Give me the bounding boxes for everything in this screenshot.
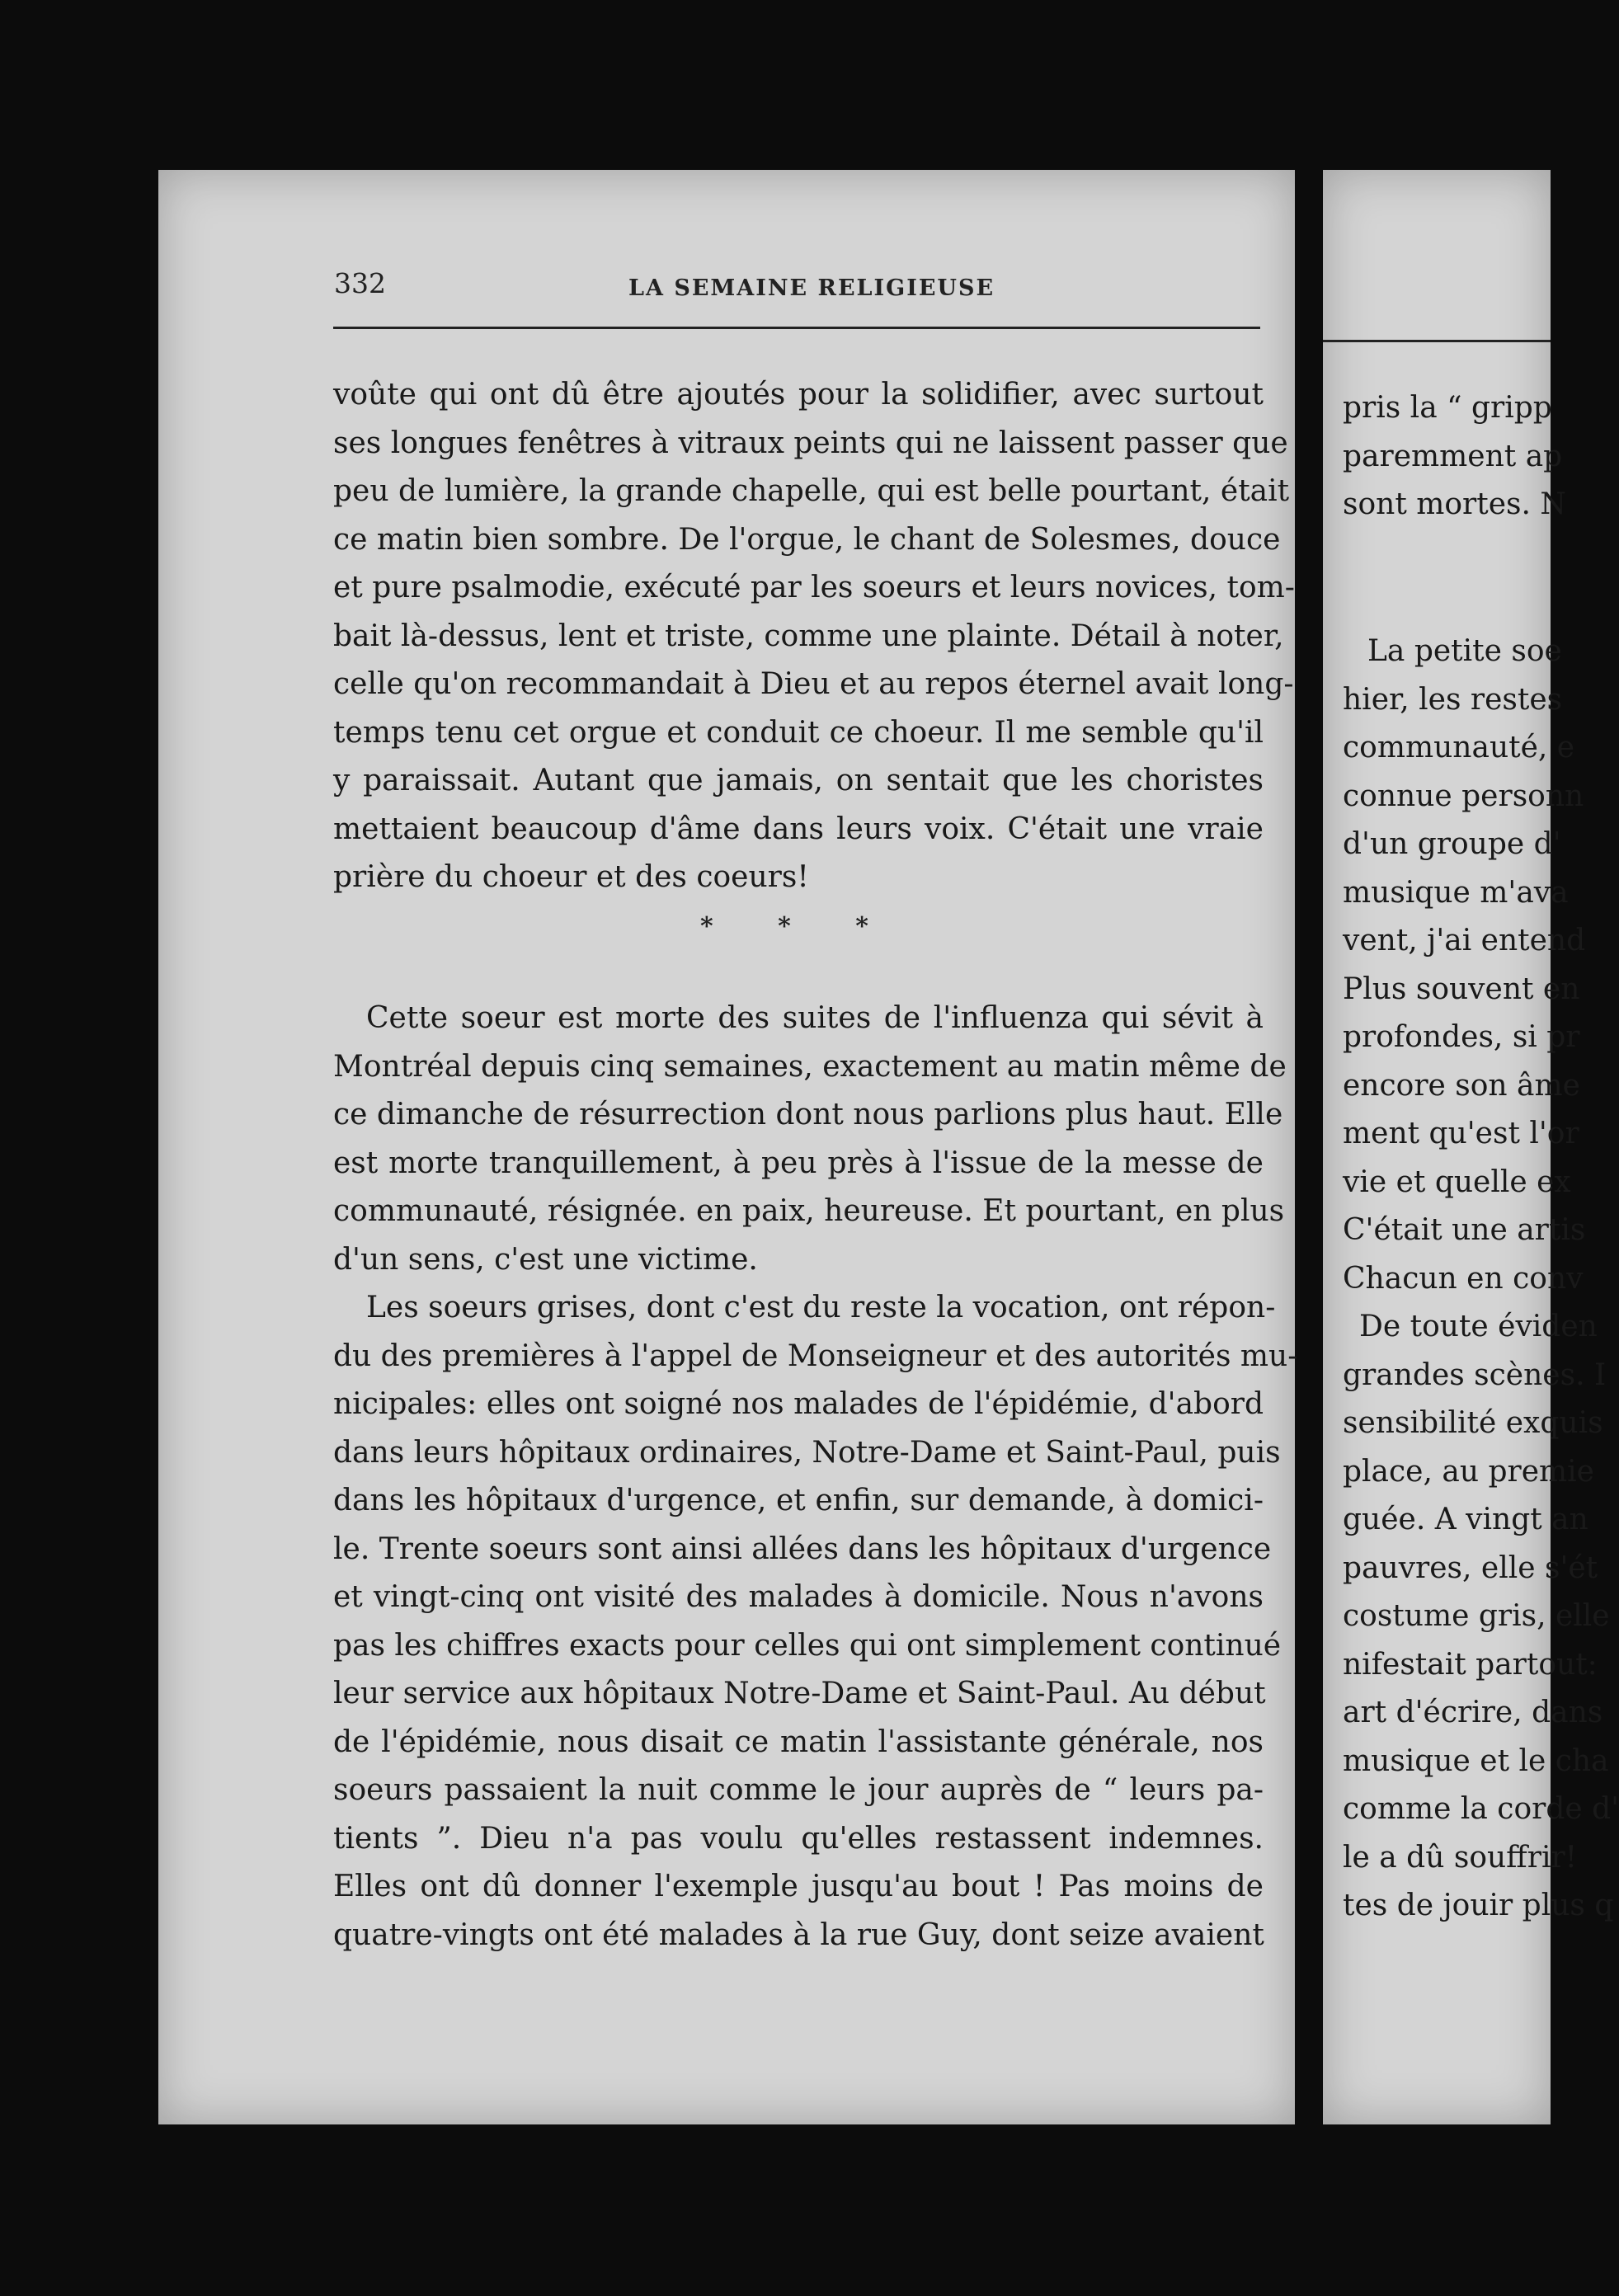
text-line: musique et le cha xyxy=(1343,1743,1609,1778)
text-line: tes de jouir plus q xyxy=(1343,1889,1614,1922)
text-line: le. Trente soeurs sont ainsi allées dans les hôpitaux d'urgence xyxy=(333,1531,1272,1566)
right-paragraph-main xyxy=(1343,628,1619,1931)
text-line: nifestait partout: xyxy=(1343,1647,1598,1682)
paragraph-3 xyxy=(333,1284,1298,1960)
left-page xyxy=(158,170,1298,2124)
text-line: nicipales: elles ont soigné nos malades de l'épidémie, d'abord xyxy=(333,1387,1264,1421)
text-line: le a dû souffrir! xyxy=(1343,1840,1578,1875)
text-line: musique m'ava xyxy=(1343,875,1569,910)
text-line: quatre-vingts ont été malades à la rue Guy, dont seize avaient xyxy=(333,1917,1264,1952)
text-line: est morte tranquillement, à peu près à l'issue de la messe de xyxy=(333,1146,1264,1180)
text-line: vent, j'ai entend xyxy=(1343,924,1586,957)
text-line: sensibilité exquis xyxy=(1343,1406,1603,1440)
text-line: et pure psalmodie, exécuté par les soeurs et leurs novices, tom- xyxy=(333,571,1295,605)
text-line: bait là-dessus, lent et triste, comme une plainte. Détail à noter, xyxy=(333,619,1284,653)
text-line: tients ”. Dieu n'a pas voulu qu'elles restassent indemnes. xyxy=(333,1821,1264,1856)
text-line: Les soeurs grises, dont c'est du reste la vocation, ont répon- xyxy=(366,1291,1276,1324)
text-line: du des premières à l'appel de Monseigneur et des autorités mu- xyxy=(333,1339,1298,1373)
text-line: La petite soe xyxy=(1367,634,1562,668)
text-line: communauté, e xyxy=(1343,731,1575,765)
text-line: Cette soeur est morte des suites de l'influenza qui sévit à xyxy=(366,1001,1264,1035)
text-line: hier, les restes xyxy=(1343,682,1563,717)
running-head: LA SEMAINE RELIGIEUSE xyxy=(628,275,995,301)
section-separator: * * * xyxy=(700,912,897,941)
text-line: Elles ont dû donner l'exemple jusqu'au bout ! Pas moins de xyxy=(333,1870,1264,1903)
text-line: sont mortes. N xyxy=(1343,487,1566,521)
text-line: ses longues fenêtres à vitraux peints qui ne laissent passer que xyxy=(333,426,1288,460)
text-line: d'un sens, c'est une victime. xyxy=(333,1242,758,1277)
text-line: grandes scènes. I xyxy=(1343,1357,1607,1392)
text-line: mettaient beaucoup d'âme dans leurs voix. C'était une vraie xyxy=(333,812,1264,846)
text-line: y paraissait. Autant que jamais, on sentait que les choristes xyxy=(333,764,1264,797)
text-line: Montréal depuis cinq semaines, exactement au matin même de xyxy=(333,1049,1287,1084)
text-line: place, au premie xyxy=(1343,1454,1594,1489)
text-line: ment qu'est l'or xyxy=(1343,1117,1579,1150)
text-line: C'était une artis xyxy=(1343,1213,1586,1247)
text-line: art d'écrire, dans xyxy=(1343,1696,1603,1729)
text-line: costume gris, elle xyxy=(1343,1599,1610,1633)
text-line: communauté, résignée. en paix, heureuse. Et pourtant, en plus xyxy=(333,1194,1285,1228)
text-line: De toute éviden xyxy=(1359,1310,1598,1343)
text-line: guée. A vingt an xyxy=(1343,1503,1588,1536)
text-line: comme la corde d' xyxy=(1343,1792,1619,1826)
text-line: de l'épidémie, nous disait ce matin l'assistante générale, nos xyxy=(333,1724,1264,1759)
text-line: ce matin bien sombre. De l'orgue, le chant de Solesmes, douce xyxy=(333,522,1281,557)
text-line: soeurs passaient la nuit comme le jour auprès de “ leurs pa- xyxy=(333,1773,1264,1807)
text-line: profondes, si pr xyxy=(1343,1020,1580,1054)
text-line: celle qu'on recommandait à Dieu et au repos éternel avait long- xyxy=(333,667,1294,701)
text-line: d'un groupe d' xyxy=(1343,827,1561,861)
text-line: leur service aux hôpitaux Notre-Dame et Saint-Paul. Au début xyxy=(333,1677,1266,1710)
text-line: pauvres, elle s'ét xyxy=(1343,1550,1598,1585)
header-rule xyxy=(1323,340,1551,342)
text-line: prière du choeur et des coeurs! xyxy=(333,860,809,894)
text-line: pas les chiffres exacts pour celles qui ont simplement continué xyxy=(333,1628,1282,1663)
right-paragraph-top xyxy=(1343,384,1566,529)
text-line: connue personn xyxy=(1343,779,1584,813)
text-line: paremment ap xyxy=(1343,439,1563,473)
text-line: dans les hôpitaux d'urgence, et enfin, sur demande, à domici- xyxy=(333,1484,1264,1517)
header-rule xyxy=(333,327,1260,329)
right-page xyxy=(1323,170,1619,2124)
text-line: peu de lumière, la grande chapelle, qui est belle pourtant, était xyxy=(333,474,1290,508)
page-number: 332 xyxy=(334,267,386,299)
text-line: temps tenu cet orgue et conduit ce choeur. Il me semble qu'il xyxy=(333,715,1264,750)
text-line: Plus souvent en xyxy=(1343,972,1580,1006)
text-line: vie et quelle ex xyxy=(1343,1164,1571,1199)
text-line: voûte qui ont dû être ajoutés pour la solidifier, avec surtout xyxy=(333,378,1264,412)
text-line: ce dimanche de résurrection dont nous parlions plus haut. Elle xyxy=(333,1098,1283,1132)
text-line: pris la “ gripp xyxy=(1343,391,1552,425)
text-line: encore son âme xyxy=(1343,1068,1580,1103)
paragraph-1 xyxy=(333,371,1295,902)
text-line: dans leurs hôpitaux ordinaires, Notre-Dame et Saint-Paul, puis xyxy=(333,1435,1281,1470)
text-line: Chacun en conv xyxy=(1343,1261,1584,1296)
paragraph-2 xyxy=(333,995,1287,1284)
text-line: et vingt-cinq ont visité des malades à domicile. Nous n'avons xyxy=(333,1580,1264,1614)
